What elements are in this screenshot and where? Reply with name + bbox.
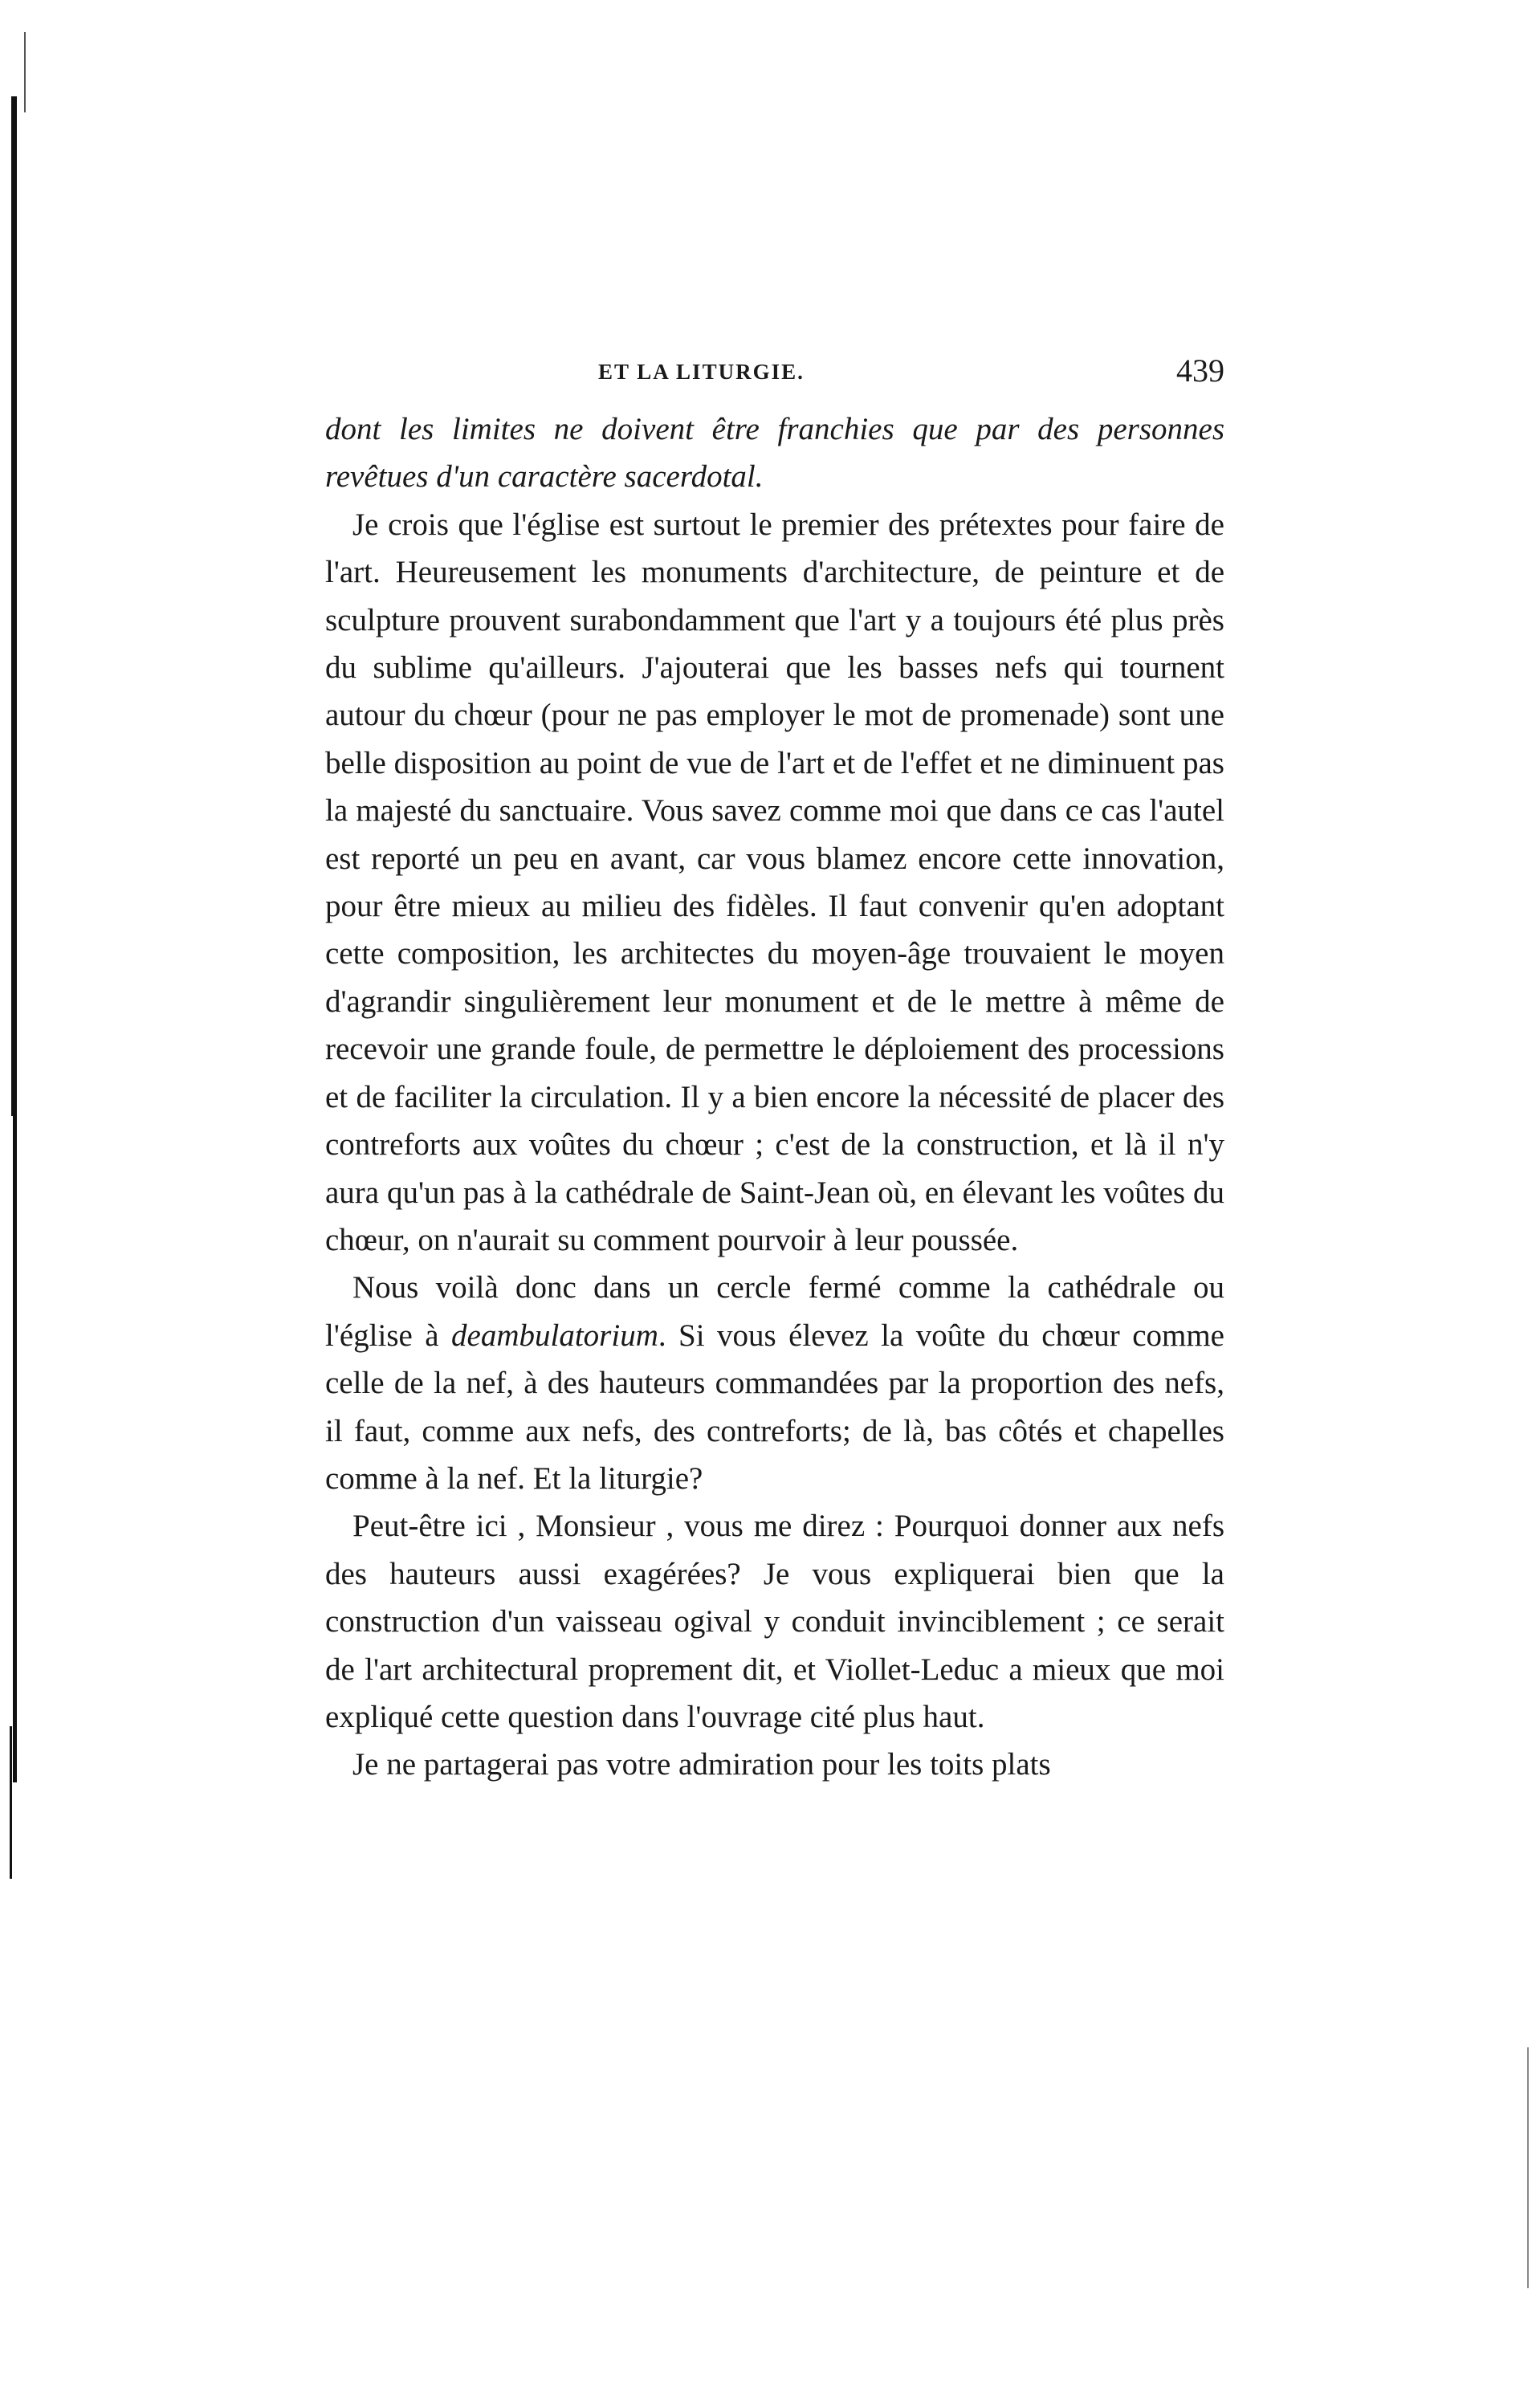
paragraph: Peut-être ici , Monsieur , vous me direz : Pourquoi donner aux nefs des hauteurs aussi exagérées? Je vous expliquerai bien que la construction d'un vaisseau ogival y conduit invinciblement ; ce serait de l'art architectural proprement dit, et Viollet-Leduc a mieux que moi expliqué cette question dans l'ouvrage cité plus haut. [325, 1509, 1224, 1734]
paragraph [325, 1264, 1224, 1502]
page-number: 439 [1176, 352, 1224, 389]
running-head: ET LA LITURGIE. [598, 360, 805, 384]
paragraph-continuation: dont les limites ne doivent être franchies que par des personnes revêtues d'un caractère sacerdotal. [325, 412, 1224, 495]
paragraph: Je crois que l'église est surtout le premier des prétextes pour faire de l'art. Heureusement les monuments d'architecture, de peinture et de sculpture prouvent surabondamment que l'art y a toujours été plus près du sublime qu'ailleurs. J'ajouterai que les basses nefs qui tournent autour du chœur (pour ne pas employer le mot de promenade) sont une belle disposition au point de vue de l'art et de l'effet et ne diminuent pas la majesté du sanctuaire. Vous savez comme moi que dans ce cas l'autel est reporté un peu en avant, car vous blamez encore cette innovation, pour être mieux au milieu des fidèles. Il faut convenir qu'en adoptant cette composition, les architectes du moyen-âge trouvaient le moyen d'agrandir singulièrement leur monument et de le mettre à même de recevoir une grande foule, de permettre le déploiement des processions et de faciliter la circulation. Il y a bien encore la nécessité de placer des contreforts aux voûtes du chœur ; c'est de la construction, et là il n'y aura qu'un pas à la cathédrale de Saint-Jean où, en élevant les voûtes du chœur, on n'aurait su comment pourvoir à leur poussée. [325, 507, 1224, 1257]
paragraph-text: . Si vous élevez la voûte du chœur comme celle de la nef, à des hauteurs commandées par la proportion des nefs, il faut, comme aux nefs, des contreforts; de là, bas côtés et chapelles comme à la nef. Et la liturgie? [325, 1318, 1224, 1496]
scan-border-artifact [11, 96, 17, 1116]
paragraph-incomplete: Je ne partagerai pas votre admiration pour les toits plats [352, 1747, 1051, 1782]
scan-hairline [24, 32, 26, 112]
paragraph-text: Nous voilà donc dans un cercle fermé comme la cathédrale ou l'église à [325, 1270, 1224, 1353]
page-header [325, 345, 1224, 393]
scan-border-artifact [13, 1116, 17, 1782]
scan-hairline [1527, 2047, 1529, 2288]
scan-border-artifact [10, 1726, 12, 1879]
italic-term: deambulatorium [451, 1318, 658, 1353]
body-text [325, 405, 1224, 1789]
